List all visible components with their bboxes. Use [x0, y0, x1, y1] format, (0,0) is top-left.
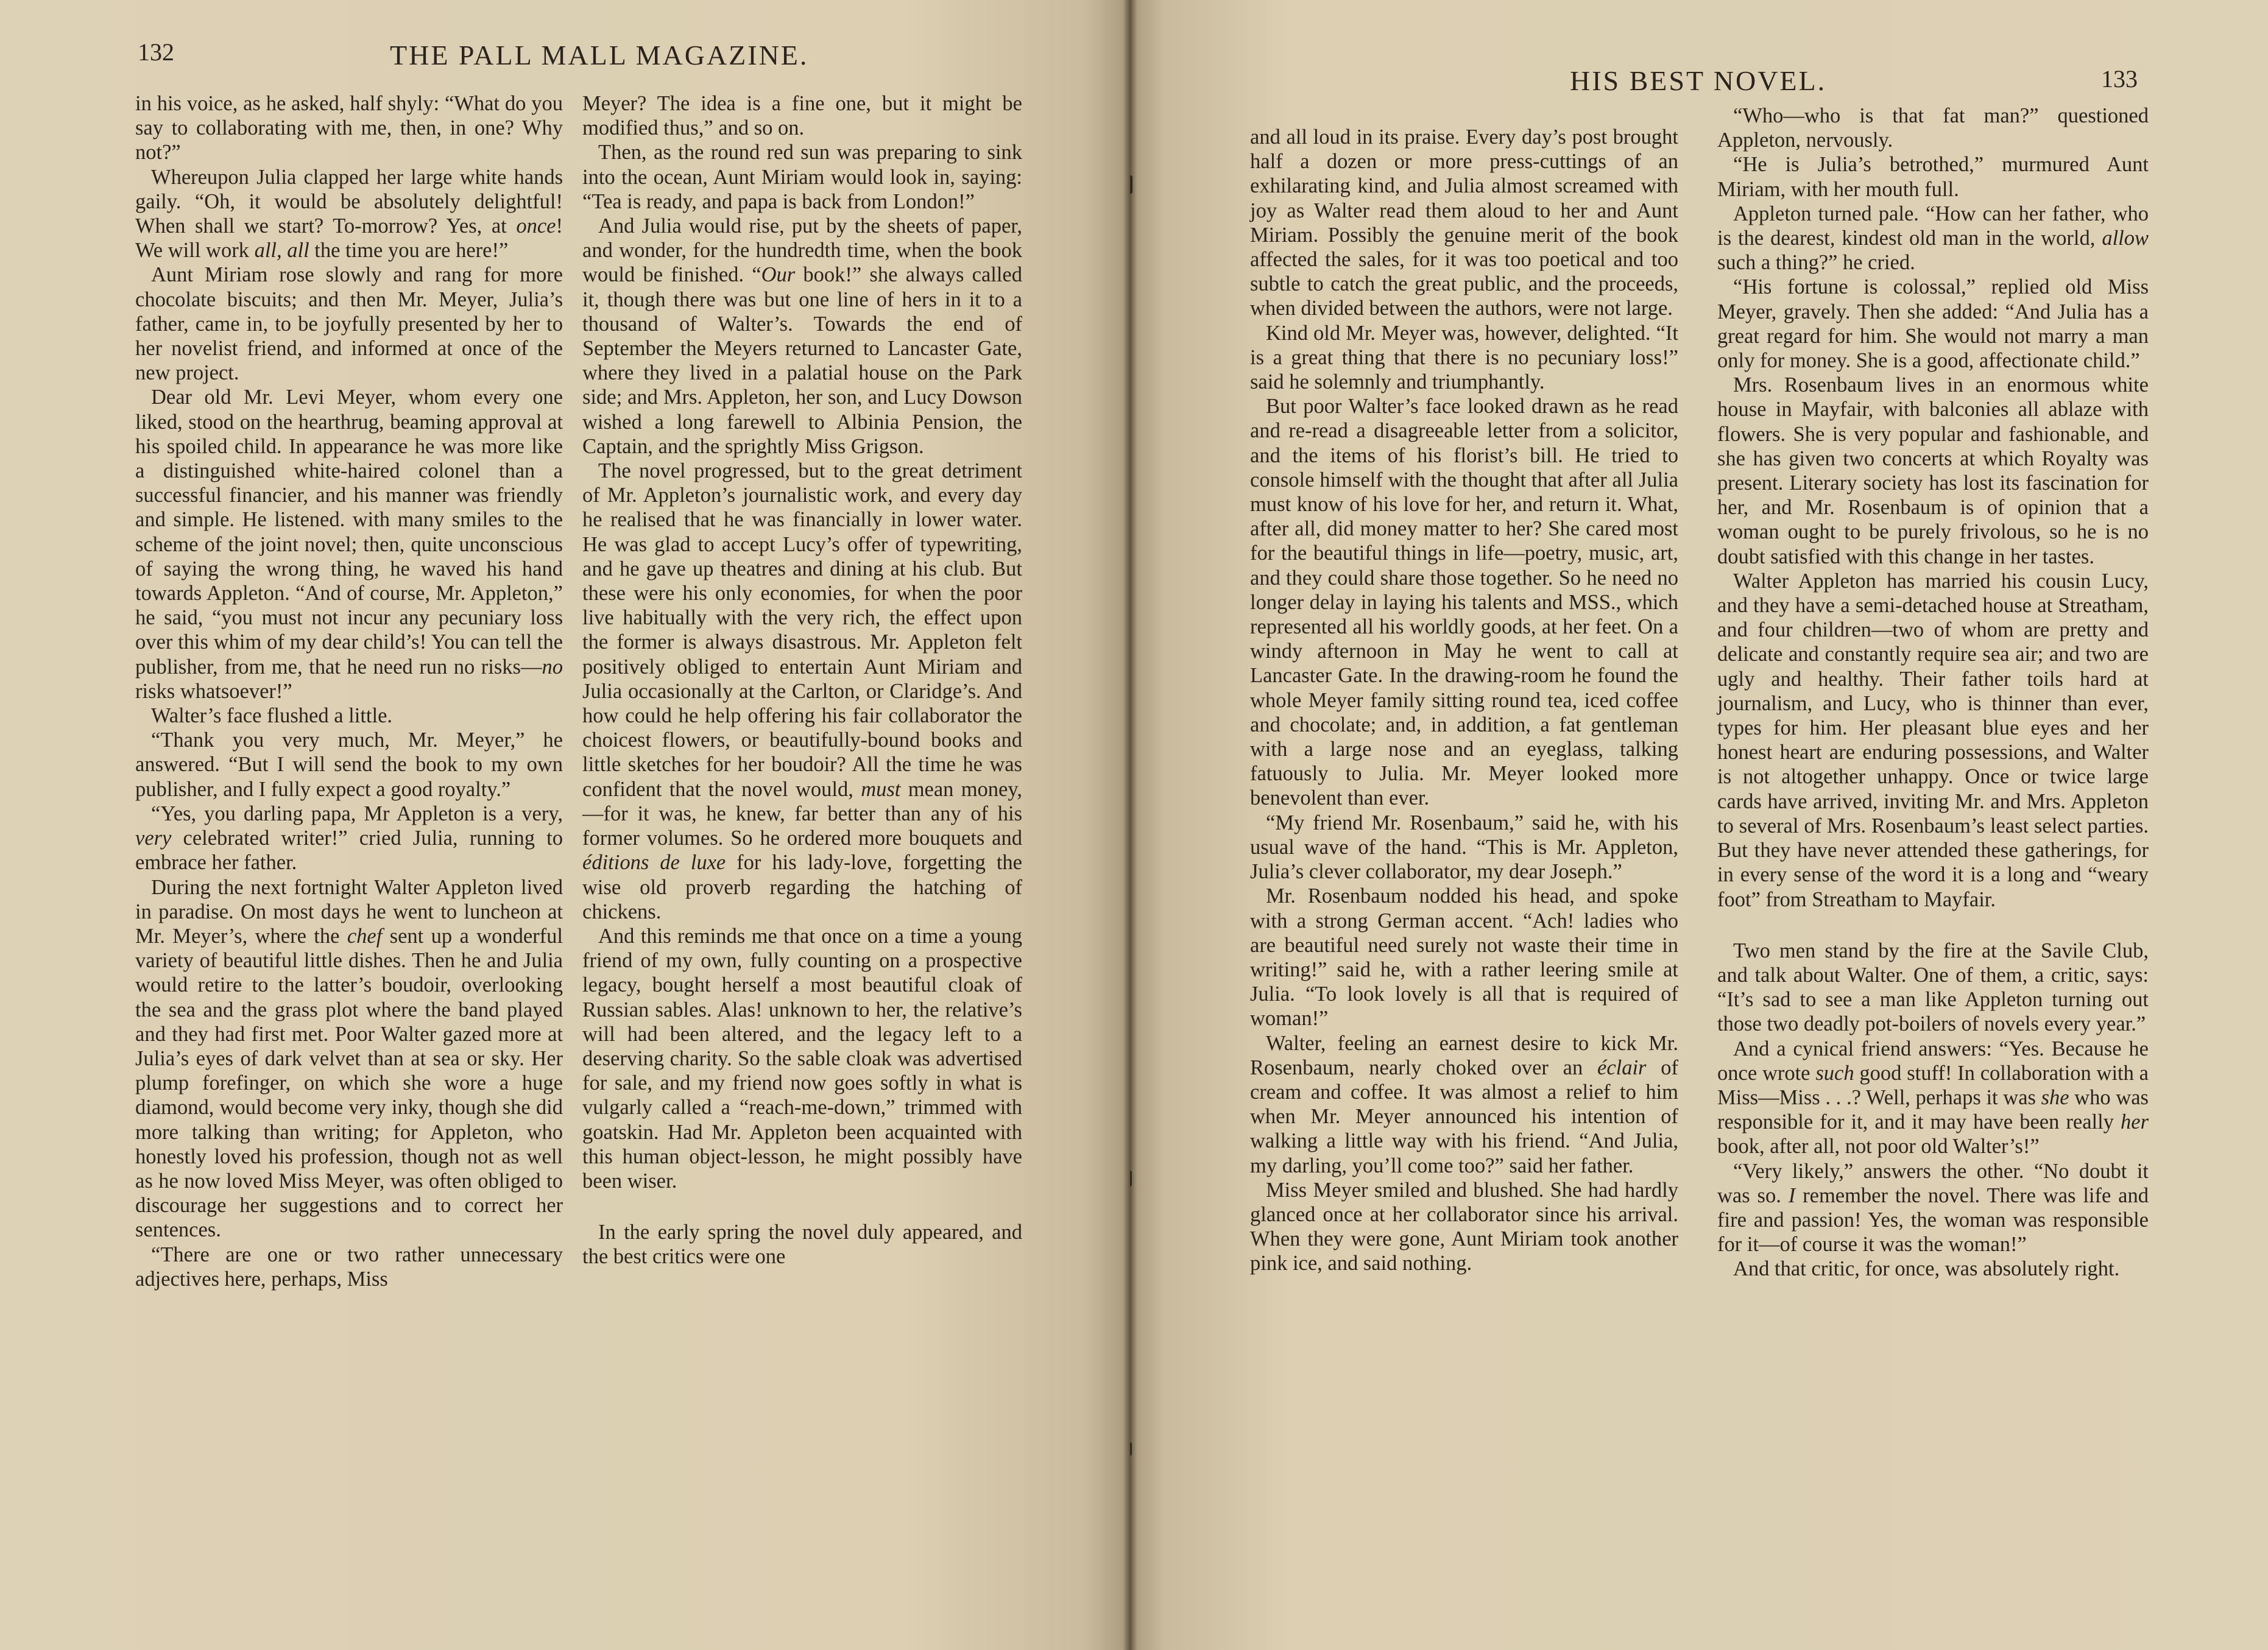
- paragraph: “There are one or two rather unnecessary adjectives here, perhaps, Miss: [135, 1243, 563, 1291]
- paragraph: Mr. Rosenbaum nodded his head, and spoke with a strong German accent. “Ach! ladies who are beautiful need surely not waste their time in writing!” said he, with a rather leering smile at Julia. “To look lovely is all that is required of woman!”: [1250, 884, 1678, 1031]
- paragraph: in his voice, as he asked, half shyly: “What do you say to collaborating with me, then, in one? Why not?”: [135, 92, 563, 164]
- page-number-right: 133: [2101, 65, 2138, 93]
- paragraph: Walter, feeling an earnest desire to kick Mr. Rosenbaum, nearly choked over an éclair of cream and coffee. It was almost a relief to him when Mr. Meyer announced his intention of walking a little way with his friend. “And Julia, my darling, you’ll come too?” said her father.: [1250, 1031, 1678, 1177]
- paragraph: But poor Walter’s face looked drawn as he read and re-read a disagreeable letter from a solicitor, and the items of his florist’s bill. He tried to console himself with the thought that after all Julia must know of his love for her, and return it. What, after all, did money matter to her? She cared most for the beautiful things in life—poetry, music, art, and they could share those together. So he need no longer delay in laying his talents and MSS., which represented all his worldly goods, at her feet. On a windy afternoon in May he went to call at Lancaster Gate. In the drawing-room he found the whole Meyer family sitting round tea, iced coffee and chocolate; and, in addition, a fat gentleman with a large nose and an eyeglass, talking fatuously to Julia. Mr. Meyer looked more benevolent than ever.: [1250, 395, 1678, 810]
- paragraph: During the next fortnight Walter Appleton lived in paradise. On most days he went to luncheon at Mr. Meyer’s, where the chef sent up a wonderful variety of beautiful little dishes. Then he and Julia would retire to the latter’s boudoir, overlooking the sea and the grass plot where the band played and they had first met. Poor Walter gazed more at Julia’s eyes of dark velvet than at sea or sky. Her plump forefinger, on which she wore a huge diamond, would become very inky, though she did more talking than writing; for Appleton, who honestly loved his profession, though not as well as he now loved Miss Meyer, was often obliged to discourage her suggestions and to correct her sentences.: [135, 875, 563, 1242]
- paragraph: Walter Appleton has married his cousin Lucy, and they have a semi-detached house at Streatham, and four children—two of whom are pretty and delicate and constantly require sea air; and two are ugly and healthy. Their father toils hard at journalism, and Lucy, who is thinner than ever, types for him. Her pleasant blue eyes and her honest heart are enduring possessions, and Walter is not altogether unhappy. Once or twice large cards have arrived, inviting Mr. and Mrs. Appleton to several of Mrs. Rosenbaum’s least select parties. But they have never attended these gatherings, for in every sense of the word it is a long and “weary foot” from Streatham to Mayfair.: [1717, 569, 2149, 911]
- paragraph: “Thank you very much, Mr. Meyer,” he answered. “But I will send the book to my own publisher, and I fully expect a good royalty.”: [135, 728, 563, 801]
- paragraph: Meyer? The idea is a fine one, but it might be modified thus,” and so on.: [582, 92, 1022, 140]
- paragraph: Appleton turned pale. “How can her father, who is the dearest, kindest old man in the world, allow such a thing?” he cried.: [1717, 202, 2149, 275]
- left-page: [0, 0, 1130, 1650]
- running-head-right: HIS BEST NOVEL.: [1570, 65, 1827, 96]
- paragraph: Dear old Mr. Levi Meyer, whom every one liked, stood on the hearthrug, beaming approval at his spoiled child. In appearance he was more like a distinguished white-haired colonel than a successful financier, and his manner was friendly and simple. He listened. with many smiles to the scheme of the joint novel; then, quite unconscious of saying the wrong thing, he waved his hand towards Appleton. “And of course, Mr. Appleton,” he said, “you must not incur any pecuniary loss over this whim of my dear child’s! You can tell the publisher, from me, that he need run no risks—no risks whatsoever!”: [135, 386, 563, 703]
- paragraph: And that critic, for once, was absolutely right.: [1733, 1257, 2120, 1281]
- paragraph: Aunt Miriam rose slowly and rang for more chocolate biscuits; and then Mr. Meyer, Julia’s father, came in, to be joyfully presented by her to her novelist friend, and informed at once of the new project.: [135, 263, 563, 385]
- paragraph: and all loud in its praise. Every day’s post brought half a dozen or more press-cuttings of an exhilarating kind, and Julia almost screamed with joy as Walter read them aloud to her and Aunt Miriam. Possibly the genuine merit of the book affected the sales, for it was too poetical and too subtle to catch the great public, and the proceeds, when divided between the authors, were not large.: [1250, 125, 1678, 320]
- paragraph: “His fortune is colossal,” replied old Miss Meyer, gravely. Then she added: “And Julia has a great regard for him. She would not marry a man only for money. She is a good, affectionate child.”: [1717, 275, 2149, 373]
- paragraph: Mrs. Rosenbaum lives in an enormous white house in Mayfair, with balconies all ablaze with flowers. She is very popular and fashionable, and she has given two concerts at which Royalty was present. Literary society has lost its fascination for her, and Mr. Rosenbaum is of opinion that a woman ought to be purely frivolous, so he is no doubt satisfied with this change in her tastes.: [1717, 373, 2149, 568]
- paragraph: “Yes, you darling papa, Mr Appleton is a very, very celebrated writer!” cried Julia, running to embrace her father.: [135, 802, 563, 875]
- right-column-2: [1717, 104, 2149, 1282]
- paragraph: And this reminds me that once on a time a young friend of my own, fully counting on a prospective legacy, bought herself a most beautiful cloak of Russian sables. Alas! unknown to her, the relative’s will had been altered, and the legacy left to a deserving charity. So the sable cloak was advertised for sale, and my friend now goes softly in what is vulgarly called a “reach-me-down,” trimmed with goatskin. Had Mr. Appleton been acquainted with this human object-lesson, he might possibly have been wiser.: [582, 924, 1022, 1193]
- paragraph: Whereupon Julia clapped her large white hands gaily. “Oh, it would be absolutely delightful! When shall we start? To-morrow? Yes, at once! We will work all, all the time you are here!”: [135, 165, 563, 263]
- right-page: [1130, 0, 2268, 1650]
- page-number-left: 132: [138, 38, 174, 66]
- book-gutter: [1123, 0, 1137, 1650]
- paragraph: Miss Meyer smiled and blushed. She had hardly glanced once at her collaborator since his arrival. When they were gone, Aunt Miriam took another pink ice, and said nothing.: [1250, 1178, 1678, 1275]
- paragraph: Two men stand by the fire at the Savile Club, and talk about Walter. One of them, a critic, says: “It’s sad to see a man like Appleton turning out those two deadly pot-boilers of novels every year.”: [1717, 939, 2149, 1036]
- paragraph: Then, as the round red sun was preparing to sink into the ocean, Aunt Miriam would look in, saying: “Tea is ready, and papa is back from London!”: [582, 141, 1022, 213]
- left-column-2: [582, 91, 1022, 1269]
- paragraph: “He is Julia’s betrothed,” murmured Aunt Miriam, with her mouth full.: [1717, 153, 2149, 201]
- running-head-left: THE PALL MALL MAGAZINE.: [390, 40, 809, 71]
- paragraph: “Very likely,” answers the other. “No doubt it was so. I remember the novel. There was life and fire and passion! Yes, the woman was responsible for it—of course it was the woman!”: [1717, 1159, 2149, 1257]
- paragraph: “Who—who is that fat man?” questioned Appleton, nervously.: [1717, 104, 2149, 152]
- right-column-1: [1250, 125, 1678, 1276]
- left-column-1: [135, 91, 563, 1291]
- paragraph: Walter’s face flushed a little.: [151, 704, 393, 728]
- paragraph: Kind old Mr. Meyer was, however, delighted. “It is a great thing that there is no pecuniary loss!” said he solemnly and triumphantly.: [1250, 321, 1678, 394]
- paragraph: And a cynical friend answers: “Yes. Because he once wrote such good stuff! In collaboration with a Miss—Miss . . .? Well, perhaps it was she who was responsible for it, and it may have been really her book, after all, not poor old Walter’s!”: [1717, 1037, 2149, 1158]
- paragraph: In the early spring the novel duly appeared, and the best critics were one: [582, 1221, 1022, 1269]
- paragraph: The novel progressed, but to the great detriment of Mr. Appleton’s journalistic work, and every day he realised that he was financially in lower water. He was glad to accept Lucy’s offer of typewriting, and he gave up theatres and dining at his club. But these were his only economies, for when the poor live habitually with the very rich, the effect upon the former is always disastrous. Mr. Appleton felt positively obliged to entertain Aunt Miriam and Julia occasionally at the Carlton, or Claridge’s. And how could he help offering his fair collaborator the choicest flowers, or beautifully-bound books and little sketches for her boudoir? All the time he was confident that the novel would, must mean money,—for it was, he knew, far better than any of his former volumes. So he ordered more bouquets and éditions de luxe for his lady-love, forgetting the wise old proverb regarding the hatching of chickens.: [582, 459, 1022, 923]
- paragraph: And Julia would rise, put by the sheets of paper, and wonder, for the hundredth time, when the book would be finished. “Our book!” she always called it, though there was but one line of hers in it to a thousand of Walter’s. Towards the end of September the Meyers returned to Lancaster Gate, where they lived in a palatial house on the Park side; and Mrs. Appleton, her son, and Lucy Dowson wished a long farewell to Albinia Pension, the Captain, and the sprightly Miss Grigson.: [582, 214, 1022, 458]
- paragraph: “My friend Mr. Rosenbaum,” said he, with his usual wave of the hand. “This is Mr. Appleton, Julia’s clever collaborator, my dear Joseph.”: [1250, 811, 1678, 884]
